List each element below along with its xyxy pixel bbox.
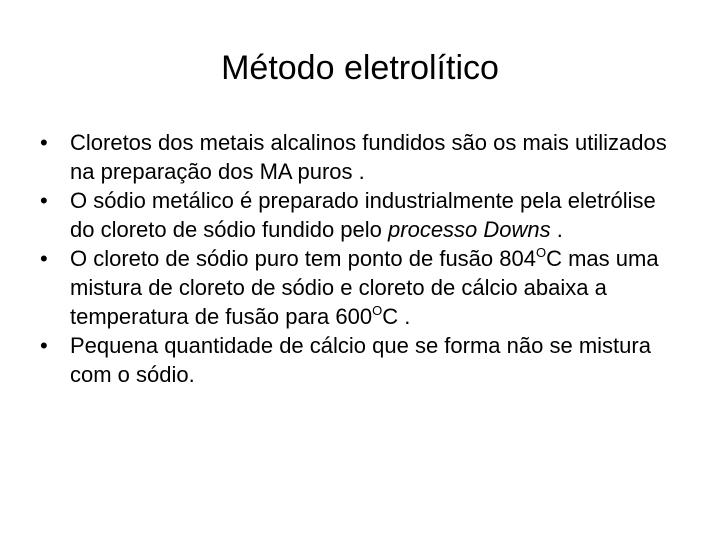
degree-superscript: O <box>535 245 547 260</box>
bullet-icon: • <box>40 246 48 271</box>
bullet-text: O cloreto de sódio puro tem ponto de fusão 804 <box>70 246 536 271</box>
bullet-list <box>36 128 676 389</box>
slide-title: Método eletrolítico <box>221 49 499 87</box>
bullet-text: C . <box>382 304 411 329</box>
bullet-text: C mas uma mistura de cloreto de sódio e cloreto de cálcio abaixa a temperatura de fusão para 600 <box>70 246 659 329</box>
bullet-icon: • <box>40 130 48 155</box>
bullet-text: Cloretos dos metais alcalinos fundidos são os mais utilizados na preparação dos MA puros . <box>70 130 667 184</box>
bullet-icon: • <box>40 188 48 213</box>
bullet-text: O sódio metálico é preparado industrialmente pela eletrólise do cloreto de sódio fundido pelo <box>70 188 656 242</box>
degree-superscript: O <box>372 303 383 318</box>
emphasized-term: processo Downs <box>388 217 551 242</box>
bullet-text-tail: . <box>550 217 563 242</box>
bullet-item <box>36 244 676 331</box>
bullet-text: Pequena quantidade de cálcio que se forma não se mistura com o sódio. <box>70 333 651 387</box>
bullet-item <box>36 128 676 186</box>
bullet-item <box>36 331 676 389</box>
bullet-icon: • <box>40 333 48 358</box>
bullet-item <box>36 186 676 244</box>
